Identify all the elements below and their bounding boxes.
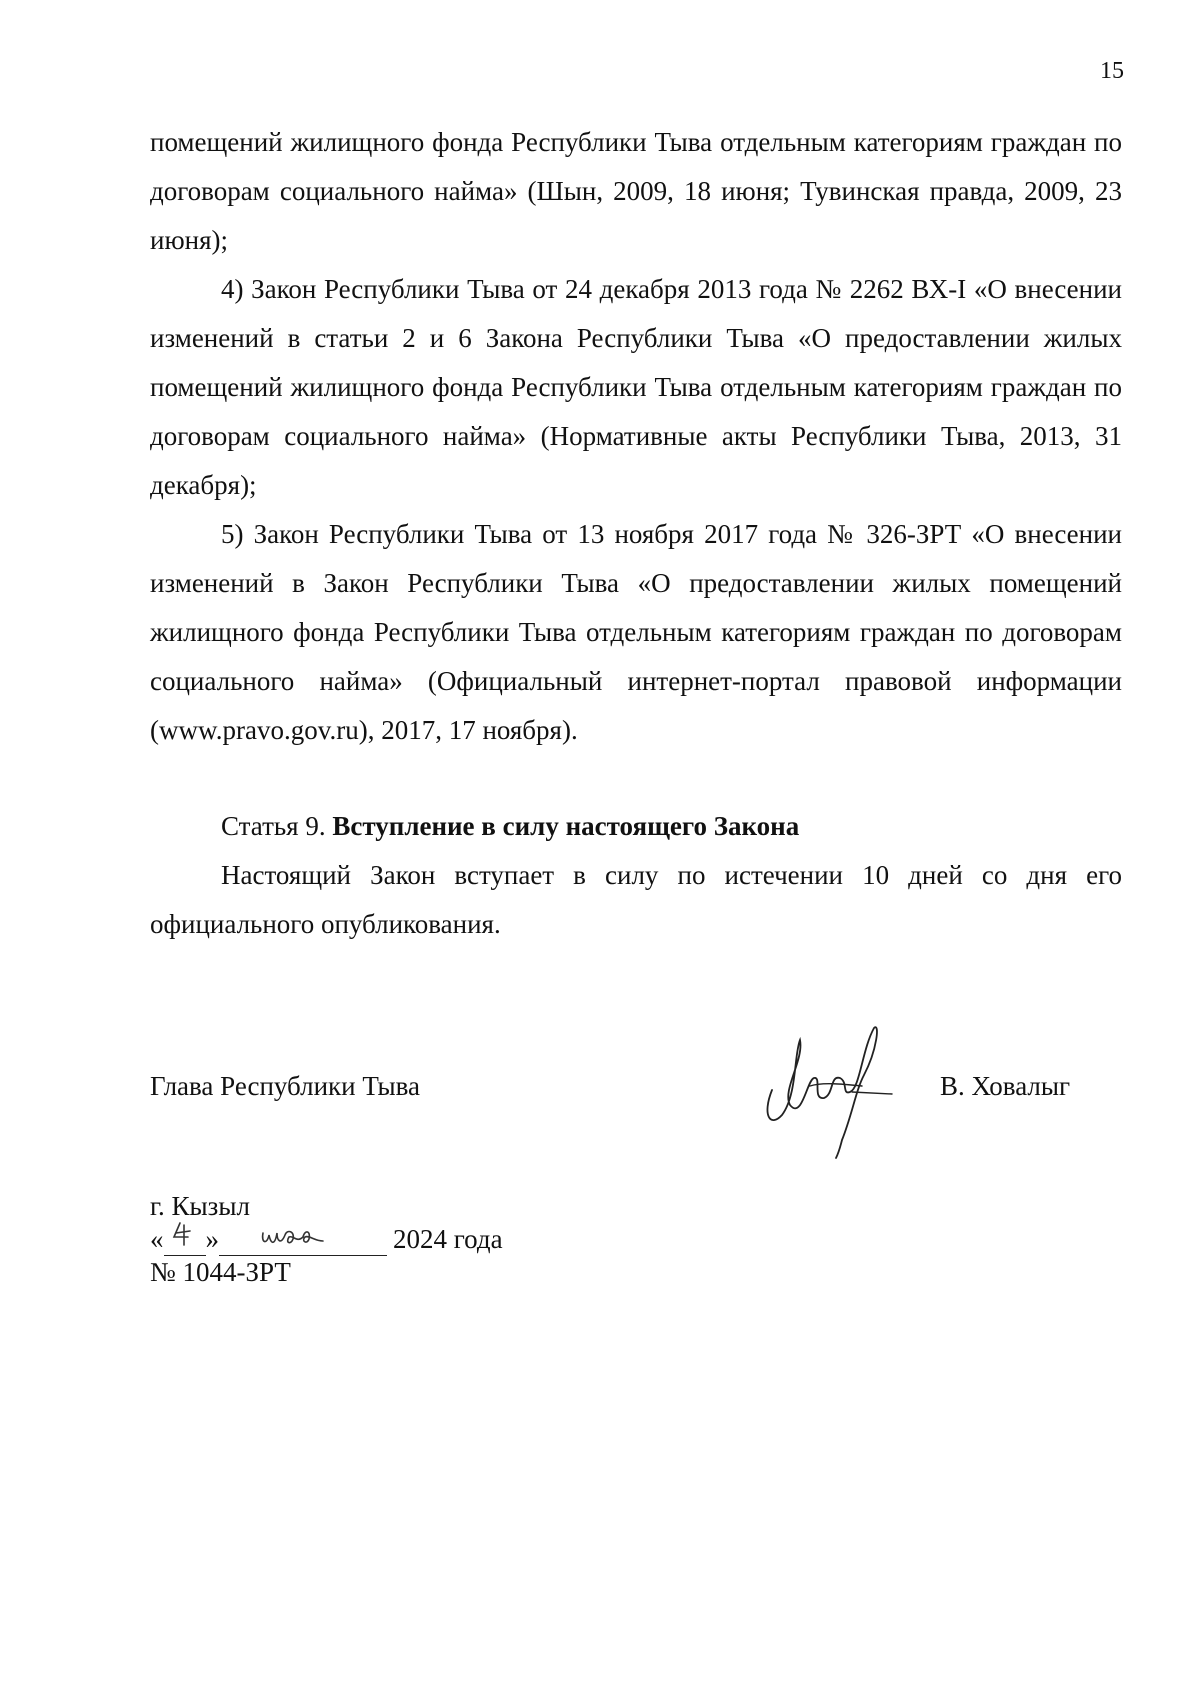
place-date-block (150, 1190, 503, 1289)
date-line (150, 1223, 503, 1256)
handwritten-month (219, 1219, 387, 1253)
article-9 (150, 802, 1122, 949)
year-text: 2024 года (393, 1224, 503, 1254)
close-quote: » (205, 1224, 219, 1254)
page-number: 15 (1100, 58, 1124, 84)
article-label: Статья 9. (221, 811, 326, 841)
paragraph-item-4: 4) Закон Республики Тыва от 24 декабря 2013 года № 2262 ВХ-I «О внесении изменений в статьи 2 и 6 Закона Республики Тыва «О предоставлении жилых помещений жилищного фонда Республики Тыва отдельным категориям граждан по договорам социального найма» (Нормативные акты Республики Тыва, 2013, 31 декабря); (150, 274, 1122, 500)
article-title: Вступление в силу настоящего Закона (332, 811, 800, 841)
signatory-name: В. Ховалыг (940, 1071, 1071, 1101)
article-body: Настоящий Закон вступает в силу по истечении 10 дней со дня его официального опубликования. (150, 860, 1122, 939)
month-blank (219, 1225, 387, 1256)
paragraph-item-5: 5) Закон Республики Тыва от 13 ноября 2017 года № 326-ЗРТ «О внесении изменений в Закон Республики Тыва «О предоставлении жилых помещений жилищного фонда Республики Тыва отдельным категориям граждан по договорам социального найма» (Официальный интернет-портал правовой информации (www.pravo.gov.ru), 2017, 17 ноября). (150, 519, 1122, 745)
open-quote: « (150, 1224, 164, 1254)
handwritten-signature (752, 1020, 902, 1160)
article-heading (150, 802, 1122, 851)
law-list-text (150, 118, 1122, 755)
signatory-position: Глава Республики Тыва (150, 1071, 421, 1101)
handwritten-day (164, 1219, 206, 1253)
law-number: № 1044-ЗРТ (150, 1257, 291, 1287)
day-blank (164, 1225, 206, 1256)
city-line: г. Кызыл (150, 1191, 250, 1221)
paragraph-continuation: помещений жилищного фонда Республики Тыва отдельным категориям граждан по договорам социального найма» (Шын, 2009, 18 июня; Тувинская правда, 2009, 23 июня); (150, 127, 1122, 255)
